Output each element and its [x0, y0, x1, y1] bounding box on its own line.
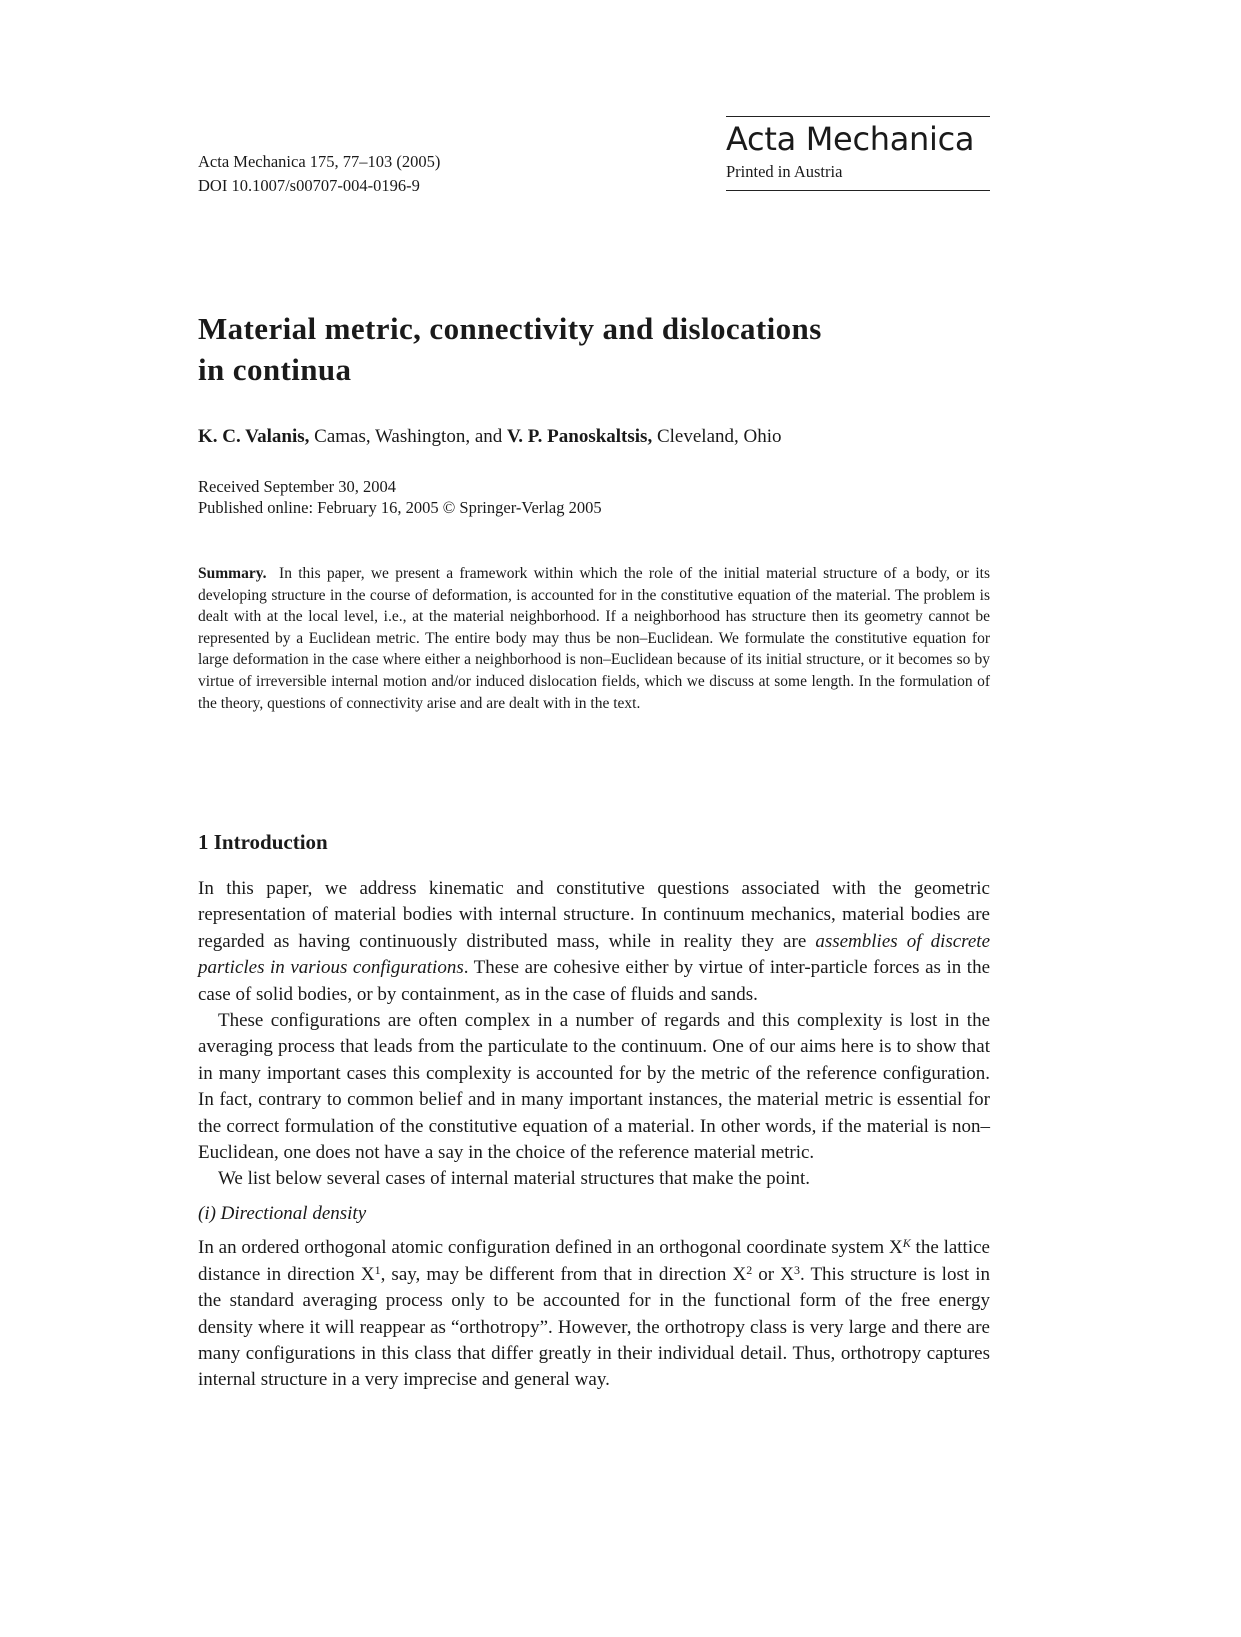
paragraph-text: In an ordered orthogonal atomic configuration defined in an orthogonal coordinate system X	[198, 1237, 903, 1259]
superscript-text: K	[902, 1236, 911, 1251]
paper-title	[198, 308, 998, 390]
paragraph	[198, 1235, 990, 1393]
dates	[198, 476, 602, 518]
paragraph-text: the lattice distance in direction X	[198, 1237, 990, 1285]
author-1-name: K. C. Valanis,	[198, 426, 310, 447]
superscript: 1	[374, 1262, 381, 1277]
journal-citation: Acta Mechanica 175, 77–103 (2005)	[198, 152, 441, 171]
summary-text: In this paper, we present a framework within which the role of the initial material structure of a body, or its developing structure in the course of deformation, is accounted for in the constitutive equation of the material. The problem is dealt with at the local level, i.e., at the material neighborhood. If a neighborhood has structure then its geometry cannot be represented by a Euclidean metric. The entire body may thus be non–Euclidean. We formulate the constitutive equation for large deformation in the case where either a neighborhood is non–Euclidean because of its initial structure, or it becomes so by virtue of irreversible internal motion and/or induced dislocation fields, which we discuss at some length. In the formulation of the theory, questions of connectivity arise and are dealt with in the text.	[198, 565, 990, 712]
subsection-heading: (i) Directional density	[198, 1202, 367, 1224]
paragraph-text: . This structure is lost in the standard averaging process only to be accounted for in the functional form of the free energy density where it will reappear as “orthotropy”. However, the orthotropy class is very large and there are many configurations in this class that differ greatly in their individual detail. Thus, orthotropy captures internal structure in a very imprecise and general way.	[198, 1263, 990, 1391]
author-2-location: Cleveland, Ohio	[652, 426, 782, 447]
author-2-name: V. P. Panoskaltsis,	[507, 426, 653, 447]
superscript: 2	[746, 1262, 753, 1277]
citation-block	[198, 150, 440, 198]
published-date: Published online: February 16, 2005 © Springer-Verlag 2005	[198, 498, 602, 517]
bottom-rule	[726, 190, 990, 191]
paragraph: We list below several cases of internal material structures that make the point.	[218, 1168, 811, 1190]
summary-label: Summary.	[198, 565, 267, 582]
author-1-location: Camas, Washington, and	[309, 426, 508, 447]
paragraph-text: In this paper, we address kinematic and constitutive questions associated with the geometric representation of material bodies with internal structure. In continuum mechanics, material bodies are regarded as having continuously distributed mass, while in reality they are	[198, 878, 990, 952]
paragraph	[198, 876, 990, 1008]
paragraph-text: . These are cohesive either by virtue of inter-particle forces as in the case of solid bodies, or by containment, as in the case of fluids and sands.	[198, 957, 991, 1005]
title-line-1: Material metric, connectivity and dislocations	[198, 311, 822, 346]
authors	[198, 424, 782, 450]
summary	[198, 563, 990, 714]
superscript: 3	[793, 1262, 800, 1277]
emphasis-text: assemblies of discrete particles in various configurations	[198, 930, 991, 979]
journal-masthead	[726, 116, 990, 191]
journal-name: Acta Mechanica	[726, 120, 975, 158]
section-body	[198, 876, 990, 1394]
title-line-2: in continua	[198, 352, 352, 387]
superscript	[903, 1236, 911, 1250]
paragraph-text: or X	[752, 1263, 794, 1285]
received-date: Received September 30, 2004	[198, 477, 396, 496]
paragraph-text: , say, may be different from that in direction X	[380, 1263, 747, 1285]
section-heading: 1 Introduction	[198, 830, 328, 854]
top-rule	[726, 116, 990, 117]
printed-in: Printed in Austria	[726, 162, 843, 181]
paragraph: These configurations are often complex in a number of regards and this complexity is lost in the averaging process that leads from the particulate to the continuum. One of our aims here is to show that in many important cases this complexity is accounted for by the metric of the reference configuration. In fact, contrary to common belief and in many important instances, the material metric is essential for the correct formulation of the constitutive equation of a material. In other words, if the material is non–Euclidean, one does not have a say in the choice of the reference material metric.	[198, 1010, 990, 1164]
doi: DOI 10.1007/s00707-004-0196-9	[198, 176, 420, 195]
